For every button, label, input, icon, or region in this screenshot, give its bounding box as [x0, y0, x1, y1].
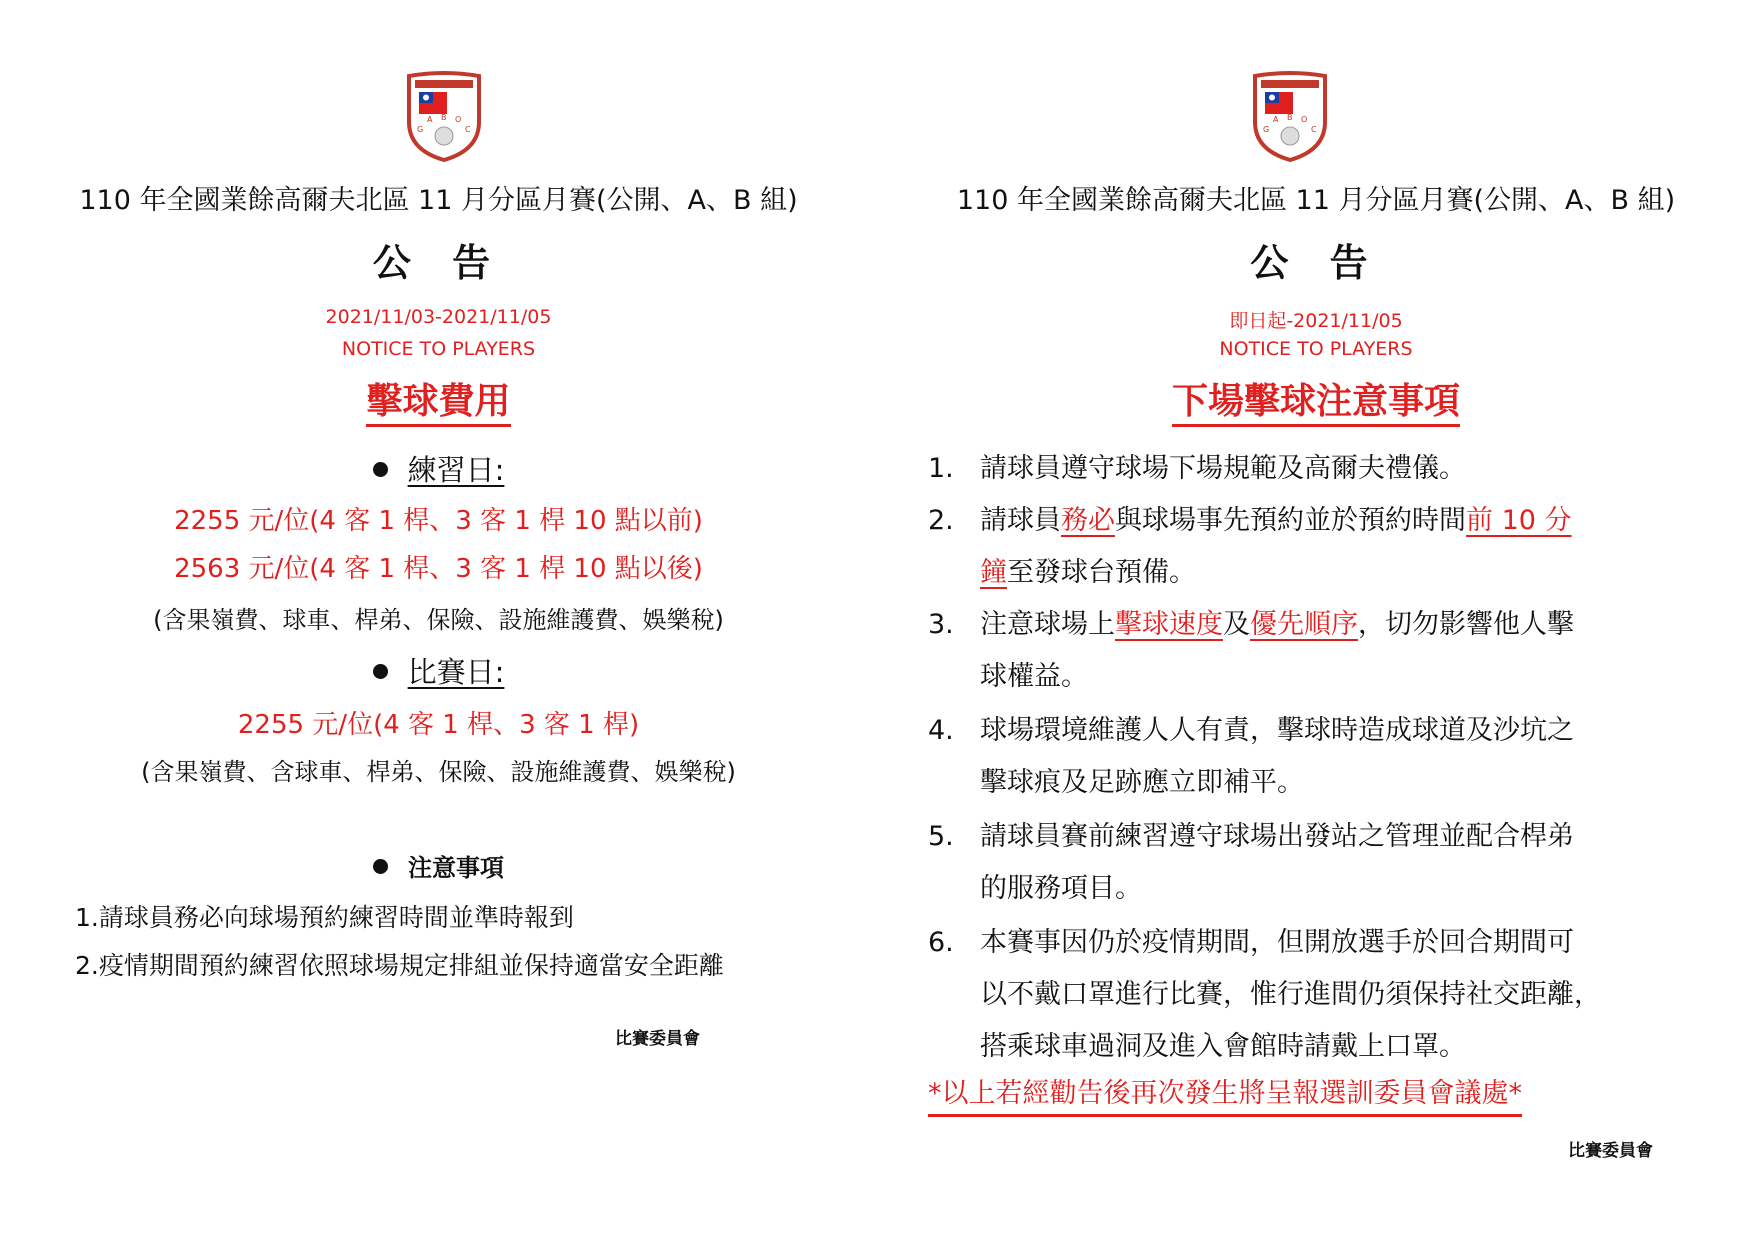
svg-text:G: G	[417, 125, 424, 134]
bullet-icon	[373, 859, 388, 874]
rule-item-3-cont: 球權益。	[980, 661, 1088, 692]
svg-text:C: C	[465, 125, 471, 134]
warning-note: *以上若經勸告後再次發生將呈報選訓委員會議處*	[928, 1074, 1522, 1117]
notice-to-players: NOTICE TO PLAYERS	[1219, 338, 1413, 360]
svg-text:A: A	[427, 115, 433, 124]
practice-price-before: 2255 元/位(4 客 1 桿、3 客 1 桿 10 點以前)	[174, 506, 703, 536]
note-item-1: 1.請球員務必向球場預約練習時間並準時報到	[75, 903, 574, 932]
match-price: 2255 元/位(4 客 1 桿、3 客 1 桿)	[237, 710, 640, 740]
svg-text:G: G	[1263, 125, 1270, 134]
bullet-icon	[373, 462, 388, 477]
note-item-2: 2.疫情期間預約練習依照球場規定排組並保持適當安全距離	[75, 951, 724, 980]
practice-price-after: 2563 元/位(4 客 1 桿、3 客 1 桿 10 點以後)	[174, 554, 703, 584]
svg-text:B: B	[1287, 113, 1293, 122]
date-range: 2021/11/03-2021/11/05	[325, 306, 552, 328]
svg-text:A: A	[1273, 115, 1279, 124]
page-title: 110 年全國業餘高爾夫北區 11 月分區月賽(公開、A、B 組)	[79, 185, 798, 216]
date-range: 即日起-2021/11/05	[1229, 310, 1403, 332]
svg-text:O: O	[1301, 115, 1308, 124]
practice-includes: (含果嶺費、球車、桿弟、保險、設施維護費、娛樂稅)	[153, 606, 724, 634]
rule-item-4-cont: 擊球痕及足跡應立即補平。	[980, 767, 1304, 798]
rule-item-6-cont-1: 以不戴口罩進行比賽，惟行進間仍須保持社交距離，	[980, 979, 1601, 1010]
announcement-label: 公 告	[1250, 241, 1382, 285]
rule-item-2-cont: 鐘至發球台預備。	[980, 557, 1196, 588]
svg-text:B: B	[441, 113, 447, 122]
gaboc-logo-icon	[1251, 70, 1329, 162]
gaboc-logo-icon	[405, 70, 483, 162]
notice-to-players: NOTICE TO PLAYERS	[341, 338, 536, 360]
rule-item-5-cont: 的服務項目。	[980, 873, 1142, 904]
svg-text:C: C	[1311, 125, 1317, 134]
committee-signature: 比賽委員會	[615, 1029, 700, 1049]
match-includes: (含果嶺費、含球車、桿弟、保險、設施維護費、娛樂稅)	[141, 758, 736, 786]
heading-wrapper	[0, 380, 877, 427]
bullet-icon	[373, 664, 388, 679]
svg-text:O: O	[455, 115, 462, 124]
committee-signature: 比賽委員會	[1568, 1141, 1653, 1161]
rule-item-6: 6. 本賽事因仍於疫情期間，但開放選手於回合期間可	[928, 927, 1574, 958]
rule-item-3: 3. 注意球場上擊球速度及優先順序，切勿影響他人擊	[928, 609, 1574, 640]
left-notice-panel	[0, 0, 877, 1241]
fee-heading: 擊球費用	[366, 380, 510, 427]
rule-item-6-cont-2: 搭乘球車過洞及進入會館時請戴上口罩。	[980, 1031, 1466, 1062]
rule-item-1: 1. 請球員遵守球場下場規範及高爾夫禮儀。	[928, 453, 1466, 484]
match-day-label: 比賽日:	[0, 650, 877, 691]
rule-item-4: 4. 球場環境維護人人有責，擊球時造成球道及沙坑之	[928, 715, 1574, 746]
announcement-label: 公 告	[372, 241, 505, 285]
practice-day-label: 練習日:	[0, 448, 877, 489]
notes-label: 注意事項	[0, 848, 877, 883]
page-title: 110 年全國業餘高爾夫北區 11 月分區月賽(公開、A、B 組)	[956, 185, 1676, 216]
rule-item-2: 2. 請球員務必與球場事先預約並於預約時間前 10 分	[928, 505, 1572, 536]
rule-item-5: 5. 請球員賽前練習遵守球場出發站之管理並配合桿弟	[928, 821, 1574, 852]
heading-wrapper	[877, 380, 1755, 427]
rules-heading: 下場擊球注意事項	[1172, 380, 1460, 427]
